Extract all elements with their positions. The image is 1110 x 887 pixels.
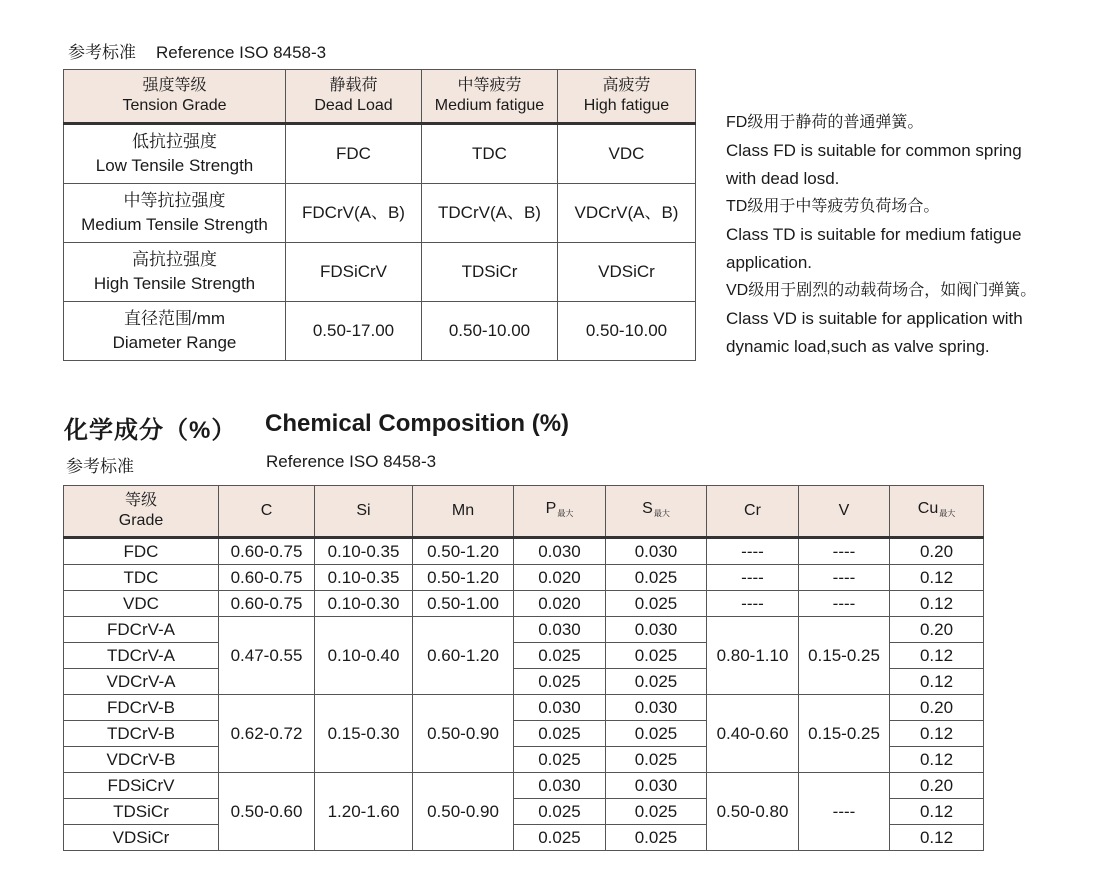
header-high-fatigue: 高疲劳 High fatigue bbox=[558, 70, 696, 124]
table-cell: 0.50-17.00 bbox=[286, 302, 422, 361]
s-cell: 0.025 bbox=[606, 565, 707, 591]
cu-cell: 0.12 bbox=[890, 721, 984, 747]
table-cell: 0.50-10.00 bbox=[422, 302, 558, 361]
p-cell: 0.025 bbox=[514, 721, 606, 747]
s-cell: 0.030 bbox=[606, 773, 707, 799]
grade-cell: FDC bbox=[64, 538, 219, 565]
row-label: 低抗拉强度 Low Tensile Strength bbox=[64, 124, 286, 184]
row-label: 高抗拉强度 High Tensile Strength bbox=[64, 243, 286, 302]
grade-cell: TDSiCr bbox=[64, 799, 219, 825]
table-cell: VDCrV(A、B) bbox=[558, 184, 696, 243]
header-si: Si bbox=[315, 486, 413, 538]
p-cell: 0.030 bbox=[514, 538, 606, 565]
header-grade: 等级 Grade bbox=[64, 486, 219, 538]
cr-cell: ---- bbox=[707, 591, 799, 617]
cr-cell: ---- bbox=[707, 538, 799, 565]
v-cell: ---- bbox=[799, 538, 890, 565]
s-cell: 0.025 bbox=[606, 643, 707, 669]
chem-reference-label bbox=[66, 452, 437, 477]
mn-cell: 0.50-1.00 bbox=[413, 591, 514, 617]
table-cell: TDCrV(A、B) bbox=[422, 184, 558, 243]
v-cell: ---- bbox=[799, 565, 890, 591]
cu-cell: 0.12 bbox=[890, 825, 984, 851]
p-cell: 0.030 bbox=[514, 617, 606, 643]
si-cell: 0.10-0.30 bbox=[315, 591, 413, 617]
si-cell: 1.20-1.60 bbox=[315, 773, 413, 851]
si-cell: 0.15-0.30 bbox=[315, 695, 413, 773]
note-line: Class FD is suitable for common spring bbox=[726, 141, 1022, 160]
p-cell: 0.030 bbox=[514, 695, 606, 721]
table-row bbox=[64, 695, 984, 721]
table-row bbox=[64, 538, 984, 565]
cu-cell: 0.12 bbox=[890, 669, 984, 695]
cu-cell: 0.12 bbox=[890, 565, 984, 591]
p-cell: 0.020 bbox=[514, 591, 606, 617]
c-cell: 0.50-0.60 bbox=[219, 773, 315, 851]
grade-cell: FDSiCrV bbox=[64, 773, 219, 799]
cr-cell: 0.50-0.80 bbox=[707, 773, 799, 851]
reference-cn: 参考标准 bbox=[68, 43, 136, 62]
table-row bbox=[64, 773, 984, 799]
row-label: 直径范围/mm Diameter Range bbox=[64, 302, 286, 361]
chemical-composition-table bbox=[63, 485, 984, 851]
table-cell: FDCrV(A、B) bbox=[286, 184, 422, 243]
grade-table bbox=[63, 69, 696, 361]
table-cell: VDSiCr bbox=[558, 243, 696, 302]
note-line: VD级用于剧烈的动载荷场合，如阀门弹簧。 bbox=[726, 282, 1037, 299]
table-cell: FDSiCrV bbox=[286, 243, 422, 302]
table-cell: TDC bbox=[422, 124, 558, 184]
c-cell: 0.60-0.75 bbox=[219, 591, 315, 617]
header-v: V bbox=[799, 486, 890, 538]
note-line: Class VD is suitable for application with bbox=[726, 309, 1023, 328]
table-row bbox=[64, 124, 696, 184]
c-cell: 0.47-0.55 bbox=[219, 617, 315, 695]
s-cell: 0.025 bbox=[606, 825, 707, 851]
header-tension-grade: 强度等级 Tension Grade bbox=[64, 70, 286, 124]
cu-cell: 0.20 bbox=[890, 617, 984, 643]
cu-cell: 0.12 bbox=[890, 591, 984, 617]
cu-cell: 0.12 bbox=[890, 643, 984, 669]
table-row bbox=[64, 184, 696, 243]
c-cell: 0.62-0.72 bbox=[219, 695, 315, 773]
table-row bbox=[64, 591, 984, 617]
note-line: with dead losd. bbox=[726, 169, 840, 188]
table-row bbox=[64, 302, 696, 361]
mn-cell: 0.50-1.20 bbox=[413, 538, 514, 565]
cu-cell: 0.20 bbox=[890, 695, 984, 721]
grade-cell: VDCrV-B bbox=[64, 747, 219, 773]
s-cell: 0.030 bbox=[606, 695, 707, 721]
grade-notes bbox=[726, 109, 1106, 361]
grade-cell: FDCrV-A bbox=[64, 617, 219, 643]
s-cell: 0.025 bbox=[606, 799, 707, 825]
table-row bbox=[64, 243, 696, 302]
table-cell: TDSiCr bbox=[422, 243, 558, 302]
grade-cell: TDCrV-A bbox=[64, 643, 219, 669]
section-title-cn: 化学成分（%） bbox=[64, 417, 237, 444]
cu-cell: 0.20 bbox=[890, 538, 984, 565]
table-row bbox=[64, 617, 984, 643]
grade-table-header bbox=[64, 70, 696, 124]
note-line: FD级用于静荷的普通弹簧。 bbox=[726, 114, 924, 131]
cu-cell: 0.20 bbox=[890, 773, 984, 799]
p-cell: 0.025 bbox=[514, 669, 606, 695]
cr-cell: 0.40-0.60 bbox=[707, 695, 799, 773]
section-title bbox=[64, 410, 570, 445]
mn-cell: 0.50-0.90 bbox=[413, 695, 514, 773]
header-dead-load: 静载荷 Dead Load bbox=[286, 70, 422, 124]
note-line: Class TD is suitable for medium fatigue bbox=[726, 225, 1022, 244]
table-cell: FDC bbox=[286, 124, 422, 184]
si-cell: 0.10-0.40 bbox=[315, 617, 413, 695]
si-cell: 0.10-0.35 bbox=[315, 538, 413, 565]
mn-cell: 0.50-0.90 bbox=[413, 773, 514, 851]
reference-en: Reference ISO 8458-3 bbox=[156, 43, 327, 62]
s-cell: 0.030 bbox=[606, 617, 707, 643]
p-cell: 0.020 bbox=[514, 565, 606, 591]
p-cell: 0.025 bbox=[514, 799, 606, 825]
chem-reference-en: Reference ISO 8458-3 bbox=[266, 452, 437, 471]
grade-cell: TDCrV-B bbox=[64, 721, 219, 747]
si-cell: 0.10-0.35 bbox=[315, 565, 413, 591]
mn-cell: 0.50-1.20 bbox=[413, 565, 514, 591]
note-line: dynamic load,such as valve spring. bbox=[726, 337, 990, 356]
grade-cell: TDC bbox=[64, 565, 219, 591]
p-cell: 0.030 bbox=[514, 773, 606, 799]
header-mn: Mn bbox=[413, 486, 514, 538]
grade-cell: FDCrV-B bbox=[64, 695, 219, 721]
note-line: TD级用于中等疲劳负荷场合。 bbox=[726, 198, 940, 215]
reference-label bbox=[68, 38, 326, 63]
p-cell: 0.025 bbox=[514, 825, 606, 851]
v-cell: 0.15-0.25 bbox=[799, 695, 890, 773]
chem-table-header bbox=[64, 486, 984, 538]
cu-cell: 0.12 bbox=[890, 747, 984, 773]
row-label: 中等抗拉强度 Medium Tensile Strength bbox=[64, 184, 286, 243]
table-cell: 0.50-10.00 bbox=[558, 302, 696, 361]
c-cell: 0.60-0.75 bbox=[219, 538, 315, 565]
header-p: $P_{最大}$ bbox=[514, 486, 606, 538]
table-cell: VDC bbox=[558, 124, 696, 184]
s-cell: 0.025 bbox=[606, 721, 707, 747]
header-cr: Cr bbox=[707, 486, 799, 538]
v-cell: 0.15-0.25 bbox=[799, 617, 890, 695]
s-cell: 0.025 bbox=[606, 747, 707, 773]
p-cell: 0.025 bbox=[514, 747, 606, 773]
s-cell: 0.025 bbox=[606, 591, 707, 617]
mn-cell: 0.60-1.20 bbox=[413, 617, 514, 695]
header-c: C bbox=[219, 486, 315, 538]
cr-cell: ---- bbox=[707, 565, 799, 591]
grade-cell: VDC bbox=[64, 591, 219, 617]
cu-cell: 0.12 bbox=[890, 799, 984, 825]
v-cell: ---- bbox=[799, 591, 890, 617]
s-cell: 0.025 bbox=[606, 669, 707, 695]
chem-reference-cn: 参考标准 bbox=[66, 457, 134, 476]
c-cell: 0.60-0.75 bbox=[219, 565, 315, 591]
s-cell: 0.030 bbox=[606, 538, 707, 565]
section-title-en: Chemical Composition (%) bbox=[265, 410, 570, 437]
header-medium-fatigue: 中等疲劳 Medium fatigue bbox=[422, 70, 558, 124]
header-cu: $Cu_{最大}$ bbox=[890, 486, 984, 538]
note-line: application. bbox=[726, 253, 813, 272]
grade-cell: VDCrV-A bbox=[64, 669, 219, 695]
table-row bbox=[64, 565, 984, 591]
grade-cell: VDSiCr bbox=[64, 825, 219, 851]
p-cell: 0.025 bbox=[514, 643, 606, 669]
cr-cell: 0.80-1.10 bbox=[707, 617, 799, 695]
v-cell: ---- bbox=[799, 773, 890, 851]
header-s: $S_{最大}$ bbox=[606, 486, 707, 538]
